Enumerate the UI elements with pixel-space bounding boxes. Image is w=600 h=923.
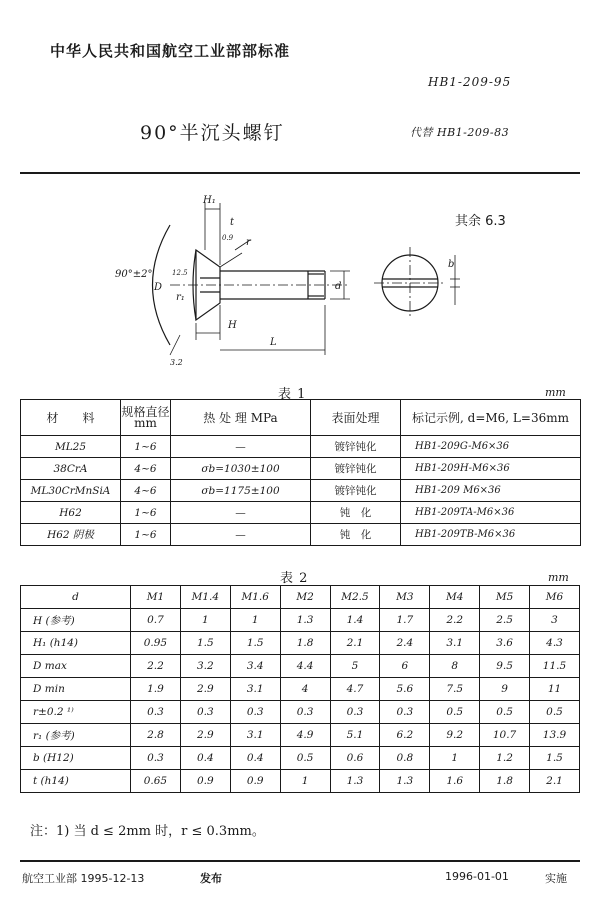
header-cell: M1.6 [230, 586, 280, 609]
cell: 38CrA [21, 458, 121, 480]
table-row [21, 770, 580, 793]
cell: 1~6 [121, 436, 171, 458]
table-row [21, 678, 580, 701]
label-d-big: D [154, 282, 163, 293]
cell: 4.3 [530, 632, 580, 655]
cell: 0.3 [131, 701, 181, 724]
label-dim-125: 12.5 [172, 269, 188, 277]
cell: 1.9 [131, 678, 181, 701]
cell: 钝 化 [311, 524, 401, 546]
label-r1: r₁ [176, 292, 185, 303]
cell: 0.3 [330, 701, 380, 724]
table-row [21, 632, 580, 655]
surface-roughness-note: 其余 6.3 [455, 214, 506, 229]
cell: 1.2 [480, 747, 530, 770]
cell: 2.2 [131, 655, 181, 678]
cell: 5.6 [380, 678, 430, 701]
row-label: H (参考) [21, 609, 131, 632]
cell: 1~6 [121, 502, 171, 524]
cell: 1 [230, 609, 280, 632]
cell: σb=1175±100 [171, 480, 311, 502]
cell: 0.6 [330, 747, 380, 770]
label-angle: 90°±2° [115, 269, 153, 280]
cell: 1.8 [480, 770, 530, 793]
cell: 1.3 [380, 770, 430, 793]
table-row [21, 480, 581, 502]
header-divider [20, 172, 580, 174]
cell: 0.5 [280, 747, 330, 770]
cell: 0.9 [230, 770, 280, 793]
cell: — [171, 436, 311, 458]
table-row [21, 724, 580, 747]
cell: 2.5 [480, 609, 530, 632]
cell: 镀锌钝化 [311, 458, 401, 480]
table-row [21, 747, 580, 770]
cell: 11 [530, 678, 580, 701]
cell: 4.7 [330, 678, 380, 701]
cell: 11.5 [530, 655, 580, 678]
footer-issuer-date: 航空工业部 1995-12-13 [22, 872, 145, 885]
row-label: D max [21, 655, 131, 678]
cell: 3.1 [430, 632, 480, 655]
cell: 5.1 [330, 724, 380, 747]
cell: 0.3 [230, 701, 280, 724]
table-row [21, 502, 581, 524]
cell: 镀锌钝化 [311, 480, 401, 502]
table1-unit: mm [545, 386, 566, 399]
table2-caption: 表 2 [280, 571, 309, 586]
label-b: b [448, 259, 455, 270]
row-label: r±0.2 ¹⁾ [21, 701, 131, 724]
cell: 9 [480, 678, 530, 701]
cell: 0.5 [480, 701, 530, 724]
table1-caption: 表 1 [278, 387, 307, 402]
cell: HB1-209G-M6×36 [401, 436, 581, 458]
cell: 1.6 [430, 770, 480, 793]
cell: 0.95 [131, 632, 181, 655]
table-header-row [21, 586, 580, 609]
label-t: t [230, 217, 235, 228]
label-l: L [270, 337, 277, 348]
header-cell: M6 [530, 586, 580, 609]
footer-divider [20, 860, 580, 862]
table-row [21, 458, 581, 480]
header-cell: M4 [430, 586, 480, 609]
cell: 7.5 [430, 678, 480, 701]
dimensions-table [20, 585, 580, 793]
cell: 4.9 [280, 724, 330, 747]
header-cell: M3 [380, 586, 430, 609]
cell: 2.4 [380, 632, 430, 655]
cell: HB1-209TB-M6×36 [401, 524, 581, 546]
cell: 1.5 [230, 632, 280, 655]
footer-implement: 实施 [545, 872, 567, 885]
cell: 0.5 [430, 701, 480, 724]
cell: 0.3 [180, 701, 230, 724]
cell: 1.5 [530, 747, 580, 770]
label-d: d [335, 281, 342, 292]
cell: HB1-209H-M6×36 [401, 458, 581, 480]
table-header-row [21, 400, 581, 436]
cell: H62 [21, 502, 121, 524]
header-cell: M5 [480, 586, 530, 609]
cell: 1 [180, 609, 230, 632]
cell: — [171, 524, 311, 546]
row-label: H₁ (h14) [21, 632, 131, 655]
cell: 钝 化 [311, 502, 401, 524]
cell: 0.5 [530, 701, 580, 724]
label-r: r [246, 237, 251, 248]
header-surface: 表面处理 [311, 400, 401, 436]
cell: 3 [530, 609, 580, 632]
cell: 0.3 [131, 747, 181, 770]
cell: — [171, 502, 311, 524]
label-h1: H₁ [203, 195, 216, 206]
cell: 1 [430, 747, 480, 770]
footnote: 注：1) 当 d ≤ 2mm 时，r ≤ 0.3mm。 [30, 824, 265, 839]
cell: 4 [280, 678, 330, 701]
label-dim-small: 3.2 [170, 358, 183, 367]
cell: 0.8 [380, 747, 430, 770]
cell: 1.3 [280, 609, 330, 632]
issuing-organization: 中华人民共和国航空工业部部标准 [50, 42, 291, 60]
table2-unit: mm [548, 571, 569, 584]
cell: 2.8 [131, 724, 181, 747]
cell: 8 [430, 655, 480, 678]
cell: 9.5 [480, 655, 530, 678]
header-material: 材 料 [21, 400, 121, 436]
cell: 0.4 [230, 747, 280, 770]
cell: 1.8 [280, 632, 330, 655]
cell: 5 [330, 655, 380, 678]
table-row [21, 655, 580, 678]
cell: 1 [280, 770, 330, 793]
cell: ML30CrMnSiA [21, 480, 121, 502]
cell: 4.4 [280, 655, 330, 678]
cell: HB1-209 M6×36 [401, 480, 581, 502]
row-label: t (h14) [21, 770, 131, 793]
table-row [21, 701, 580, 724]
cell: ML25 [21, 436, 121, 458]
header-cell: M1 [131, 586, 181, 609]
cell: 13.9 [530, 724, 580, 747]
cell: 1~6 [121, 524, 171, 546]
cell: 3.4 [230, 655, 280, 678]
cell: σb=1030±100 [171, 458, 311, 480]
replaces-standard: 代替 HB1-209-83 [410, 126, 510, 139]
cell: 1.5 [180, 632, 230, 655]
cell: 4~6 [121, 480, 171, 502]
cell: 6 [380, 655, 430, 678]
materials-table [20, 399, 581, 546]
cell: 4~6 [121, 458, 171, 480]
document-title: 90°半沉头螺钉 [140, 122, 285, 144]
cell: 0.65 [131, 770, 181, 793]
cell: 2.1 [530, 770, 580, 793]
label-h: H [228, 320, 237, 331]
cell: 1.3 [330, 770, 380, 793]
cell: HB1-209TA-M6×36 [401, 502, 581, 524]
cell: 0.9 [180, 770, 230, 793]
cell: 6.2 [380, 724, 430, 747]
cell: 2.9 [180, 678, 230, 701]
header-cell: M2.5 [330, 586, 380, 609]
cell: 10.7 [480, 724, 530, 747]
header-cell: M2 [280, 586, 330, 609]
footer-effective-date: 1996-01-01 [445, 870, 509, 883]
header-cell: d [21, 586, 131, 609]
cell: 3.1 [230, 724, 280, 747]
cell: 2.9 [180, 724, 230, 747]
table-row [21, 524, 581, 546]
cell: 3.1 [230, 678, 280, 701]
header-marking: 标记示例, d=M6, L=36mm [401, 400, 581, 436]
cell: 2.1 [330, 632, 380, 655]
row-label: b (H12) [21, 747, 131, 770]
cell: 3.6 [480, 632, 530, 655]
row-label: D min [21, 678, 131, 701]
header-heat-treatment: 热 处 理 MPa [171, 400, 311, 436]
standard-number: HB1-209-95 [428, 75, 512, 89]
header-diameter: 规格直径 mm [121, 400, 171, 436]
cell: 0.3 [380, 701, 430, 724]
cell: 0.7 [131, 609, 181, 632]
cell: 9.2 [430, 724, 480, 747]
table-row [21, 436, 581, 458]
cell: 1.4 [330, 609, 380, 632]
header-cell: M1.4 [180, 586, 230, 609]
cell: 0.3 [280, 701, 330, 724]
cell: 3.2 [180, 655, 230, 678]
cell: 1.7 [380, 609, 430, 632]
label-dim-05: 0.9 [222, 234, 234, 242]
footer-issue: 发布 [200, 872, 222, 885]
cell: 0.4 [180, 747, 230, 770]
cell: 镀锌钝化 [311, 436, 401, 458]
cell: H62 阴极 [21, 524, 121, 546]
table-row [21, 609, 580, 632]
cell: 2.2 [430, 609, 480, 632]
row-label: r₁ (参考) [21, 724, 131, 747]
